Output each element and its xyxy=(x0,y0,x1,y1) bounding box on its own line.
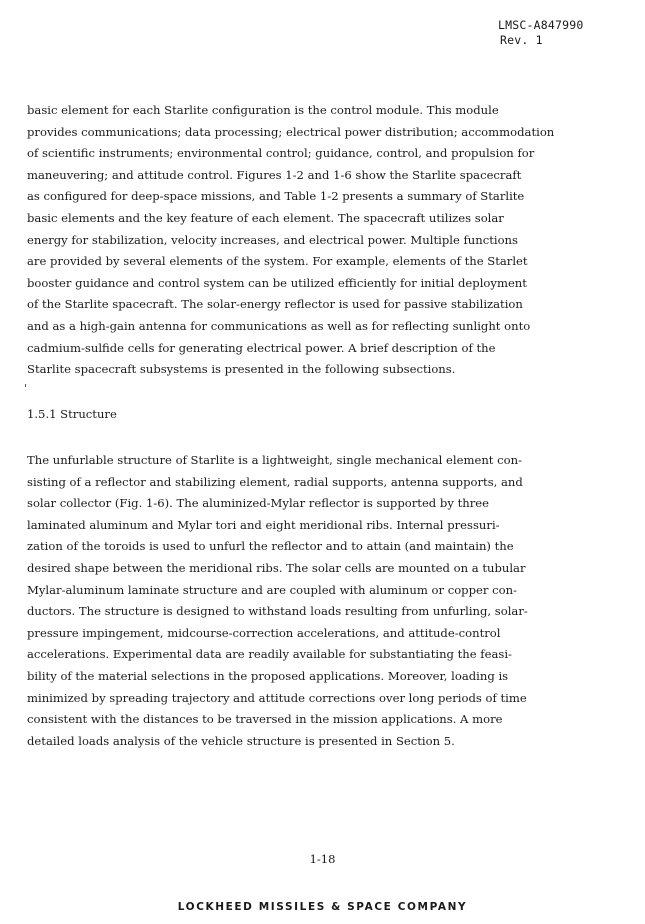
text-line: booster guidance and control system can be utilized efficiently for initial deployment xyxy=(27,275,527,290)
text-line: basic element for each Starlite configuration is the control module. This module xyxy=(27,103,499,117)
text-line: cadmium-sulfide cells for generating electrical power. A brief description of the xyxy=(27,340,496,355)
margin-mark xyxy=(25,384,26,387)
text-line: ductors. The structure is designed to withstand loads resulting from unfurling, solar- xyxy=(27,604,528,619)
text-line: basic elements and the key feature of each element. The spacecraft utilizes solar xyxy=(27,210,504,225)
text-line: The unfurlable structure of Starlite is a lightweight, single mechanical element con- xyxy=(27,453,523,467)
text-line: zation of the toroids is used to unfurl the reflector and to attain (and maintain) the xyxy=(27,539,514,554)
text-line: minimized by spreading trajectory and attitude corrections over long periods of time xyxy=(27,690,527,705)
text-line: desired shape between the meridional ribs. The solar cells are mounted on a tubular xyxy=(27,560,526,575)
text-line: energy for stabilization, velocity increases, and electrical power. Multiple functions xyxy=(27,232,518,247)
text-line: are provided by several elements of the system. For example, elements of the Starlet xyxy=(27,254,528,269)
page-number: 1-18 xyxy=(309,852,336,866)
text-line: as configured for deep-space missions, and Table 1-2 presents a summary of Starlite xyxy=(27,189,525,204)
text-line: detailed loads analysis of the vehicle structure is presented in Section 5. xyxy=(27,733,455,748)
text-line: pressure impingement, midcourse-correction accelerations, and attitude-control xyxy=(27,625,501,640)
text-line: of scientific instruments; environmental control; guidance, control, and propulsion for xyxy=(27,146,535,161)
text-line: of the Starlite spacecraft. The solar-energy reflector is used for passive stabilization xyxy=(27,297,523,312)
text-line: consistent with the distances to be traversed in the mission applications. A more xyxy=(27,712,503,727)
text-line: sisting of a reflector and stabilizing element, radial supports, antenna supports, and xyxy=(27,474,523,489)
text-line: laminated aluminum and Mylar tori and eight meridional ribs. Internal pressuri- xyxy=(27,517,500,532)
document-header xyxy=(498,18,583,48)
document-number: LMSC-A847990 xyxy=(498,18,584,32)
structure-paragraph xyxy=(27,450,599,752)
text-line: and as a high-gain antenna for communications as well as for reflecting sunlight onto xyxy=(27,318,531,333)
intro-paragraph xyxy=(27,100,599,381)
section-heading: 1.5.1 Structure xyxy=(27,407,117,421)
text-line: Mylar-aluminum laminate structure and are coupled with aluminum or copper con- xyxy=(27,582,517,597)
revision-label: Rev. 1 xyxy=(500,33,543,47)
text-line: Starlite spacecraft subsystems is presented in the following subsections. xyxy=(27,362,456,377)
text-line: accelerations. Experimental data are readily available for substantiating the feasi- xyxy=(27,647,512,662)
text-line: solar collector (Fig. 1-6). The aluminized-Mylar reflector is supported by three xyxy=(27,496,489,511)
company-footer: LOCKHEED MISSILES & SPACE COMPANY xyxy=(177,901,468,913)
text-line: provides communications; data processing; electrical power distribution; accommodation xyxy=(27,124,555,139)
text-line: bility of the material selections in the proposed applications. Moreover, loading is xyxy=(27,668,509,683)
text-line: maneuvering; and attitude control. Figures 1-2 and 1-6 show the Starlite spacecraft xyxy=(27,167,522,182)
